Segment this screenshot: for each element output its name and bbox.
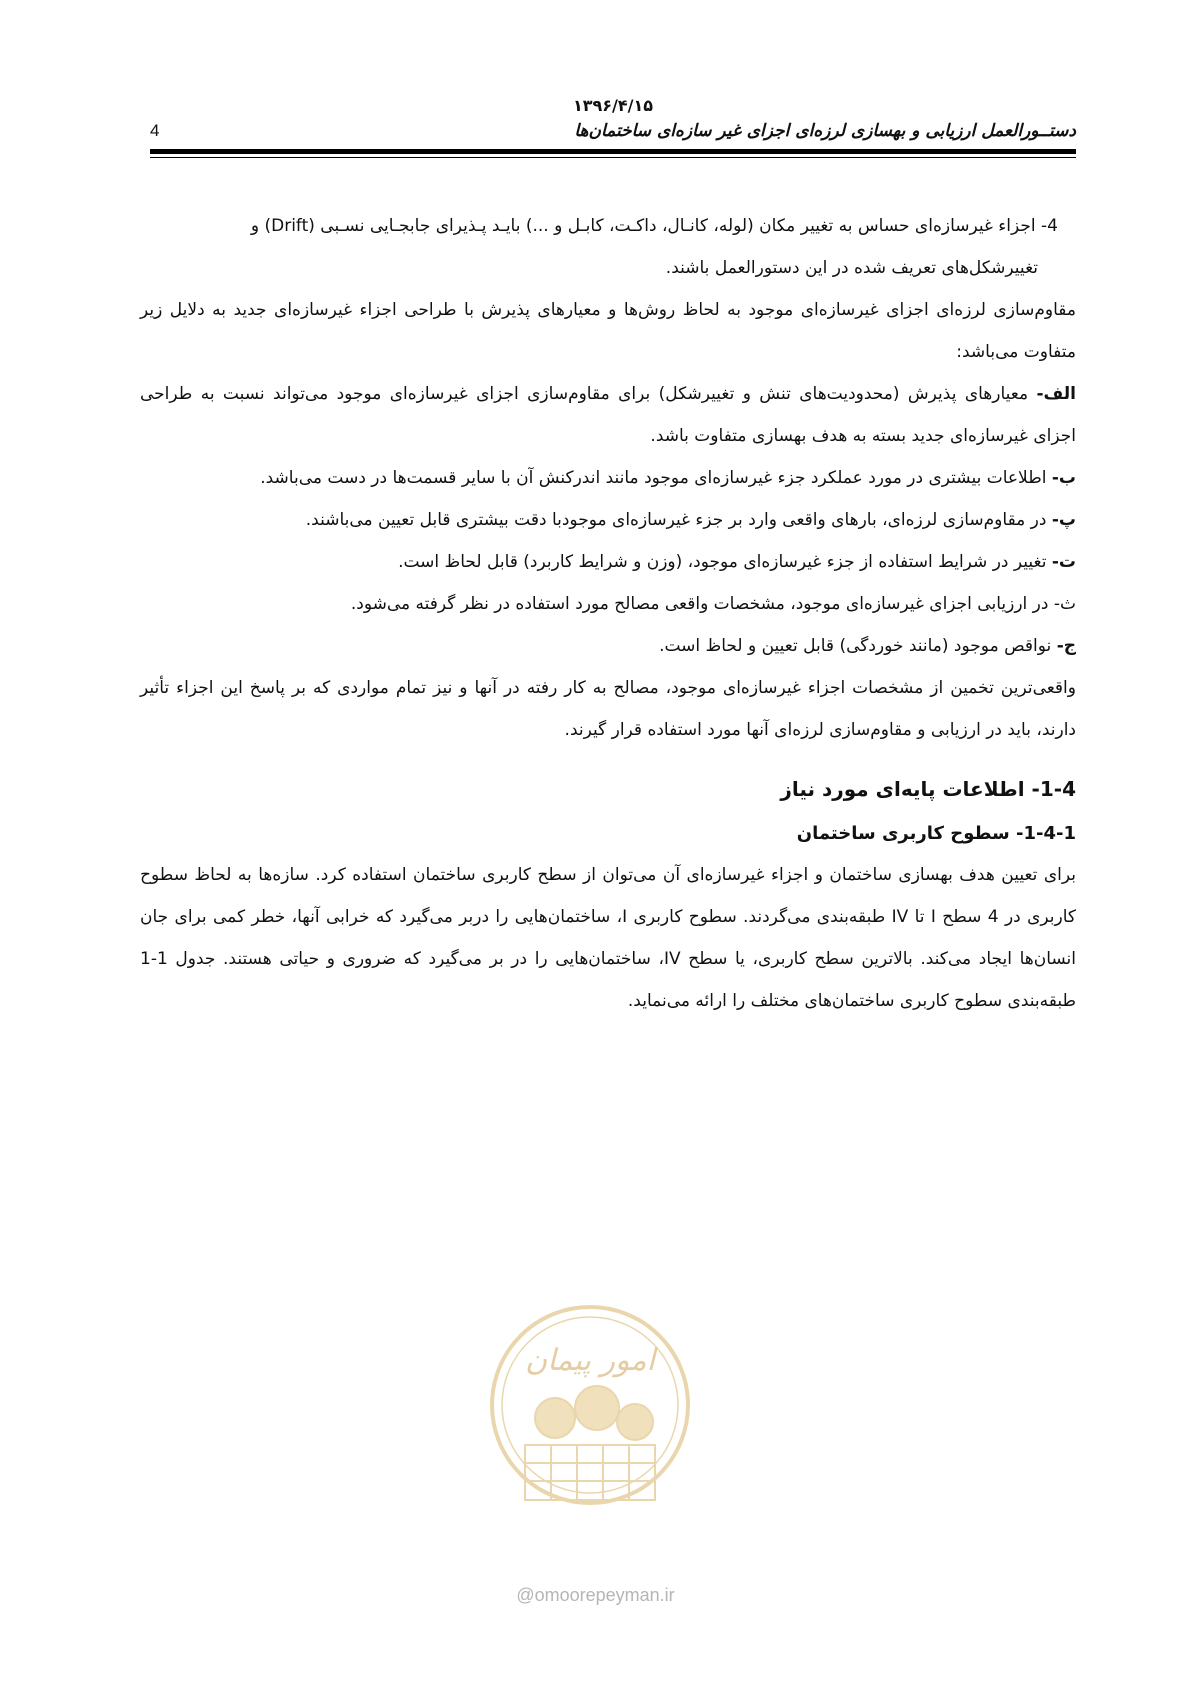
reason-label: ت-	[1051, 552, 1076, 572]
paragraph-conclusion: واقعی‌ترین تخمین از مشخصات اجزاء غیرسازه‌ای موجود، مصالح به کار رفته در آنها و نیز تمام مواردی که بر پاسخ این اجزاء تأثیر دارند، باید در ارزیابی و مقاوم‌سازی لرزه‌ای آنها مورد استفاده قرار گیرند.	[140, 678, 1076, 740]
reason-text: تغییر در شرایط استفاده از جزء غیرسازه‌ای موجود، (وزن و شرایط کاربرد) قابل لحاظ است.	[398, 552, 1052, 572]
reason-te	[140, 541, 1076, 583]
reason-text: اطلاعات بیشتری در مورد عملکرد جزء غیرسازه‌ای موجود مانند اندرکنش آن با سایر قسمت‌ها در دست می‌باشد.	[260, 468, 1052, 488]
watermark-url: @omoorepeyman.ir	[516, 1585, 675, 1605]
reason-label: پ-	[1051, 510, 1076, 530]
reason-text: نواقص موجود (مانند خوردگی) قابل تعیین و لحاظ است.	[659, 636, 1057, 656]
page-header	[150, 96, 1076, 158]
reason-se	[140, 583, 1076, 625]
reason-text: در مقاوم‌سازی لرزه‌ای، بارهای واقعی وارد بر جزء غیرسازه‌ای موجودبا دقت بیشتری قابل تعیین می‌باشند.	[305, 510, 1052, 530]
logo-gear-icon	[535, 1386, 653, 1440]
header-date: ۱۳۹۶/۴/۱۵	[572, 96, 654, 115]
reason-label: الف-	[1036, 384, 1076, 404]
page-number: 4	[150, 121, 160, 140]
header-row	[150, 121, 1076, 141]
reason-alef	[140, 373, 1076, 457]
section-heading-1-4: 1-4- اطلاعات پایه‌ای مورد نیاز	[780, 777, 1076, 801]
header-rule-thick	[150, 149, 1076, 154]
list-item-4-line1: 4- اجزاء غیرسازه‌ای حساس به تغییر مکان (لوله، کانـال، داکـت، کابـل و ...) بایـد پـذیرای جابجـایی نسـبی (Drift) و	[250, 216, 1058, 236]
reason-pe	[140, 499, 1076, 541]
reason-label: ج-	[1056, 636, 1076, 656]
reason-label: ث-	[1053, 594, 1076, 614]
reason-label: ب-	[1051, 468, 1076, 488]
reason-be	[140, 457, 1076, 499]
watermark-logo	[485, 1300, 695, 1520]
reason-text: معیارهای پذیرش (محدودیت‌های تنش و تغییرشکل) برای مقاوم‌سازی اجزای غیرسازه‌ای موجود می‌تواند نسبت به طراحی اجزای غیرسازه‌ای جدید بسته به هدف بهسازی متفاوت باشد.	[140, 384, 1076, 446]
page-content	[140, 205, 1076, 1022]
section-heading-1-4-1: 1-4-1- سطوح کاربری ساختمان	[796, 823, 1076, 844]
paragraph-intro: مقاوم‌سازی لرزه‌ای اجزای غیرسازه‌ای موجود به لحاظ روش‌ها و معیارهای پذیرش با طراحی اجزاء غیرسازه‌ای جدید به دلایل زیر متفاوت می‌باشد:	[140, 300, 1076, 362]
reason-text: در ارزیابی اجزای غیرسازه‌ای موجود، مشخصات واقعی مصالح مورد استفاده در نظر گرفته می‌شود.	[350, 594, 1054, 614]
header-rule-thin	[150, 157, 1076, 158]
header-title: دستــورالعمل ارزیابی و بهسازی لرزه‌ای اجزای غیر سازه‌ای ساختمان‌ها	[574, 121, 1076, 141]
paragraph-levels: برای تعیین هدف بهسازی ساختمان و اجزاء غیرسازه‌ای آن می‌توان از سطح کاربری ساختمان استفاده کرد. سازه‌ها به لحاظ سطوح کاربری در 4 سطح I تا IV طبقه‌بندی می‌گردند. سطوح کاربری I، ساختمان‌هایی را دربر می‌گیرد که خرابی آنها، خطر کمی برای جان انسان‌ها ایجاد می‌کند. بالاترین سطح کاربری، یا سطح IV، ساختمان‌هایی را در بر می‌گیرد که ضروری و حیاتی هستند. جدول 1-1 طبقه‌بندی سطوح کاربری ساختمان‌های مختلف را ارائه می‌نماید.	[140, 865, 1076, 1011]
logo-text: امور پیمان	[525, 1343, 655, 1378]
list-item-4-line2: تغییرشکل‌های تعریف شده در این دستورالعمل باشند.	[665, 258, 1038, 278]
reason-jim	[140, 625, 1076, 667]
